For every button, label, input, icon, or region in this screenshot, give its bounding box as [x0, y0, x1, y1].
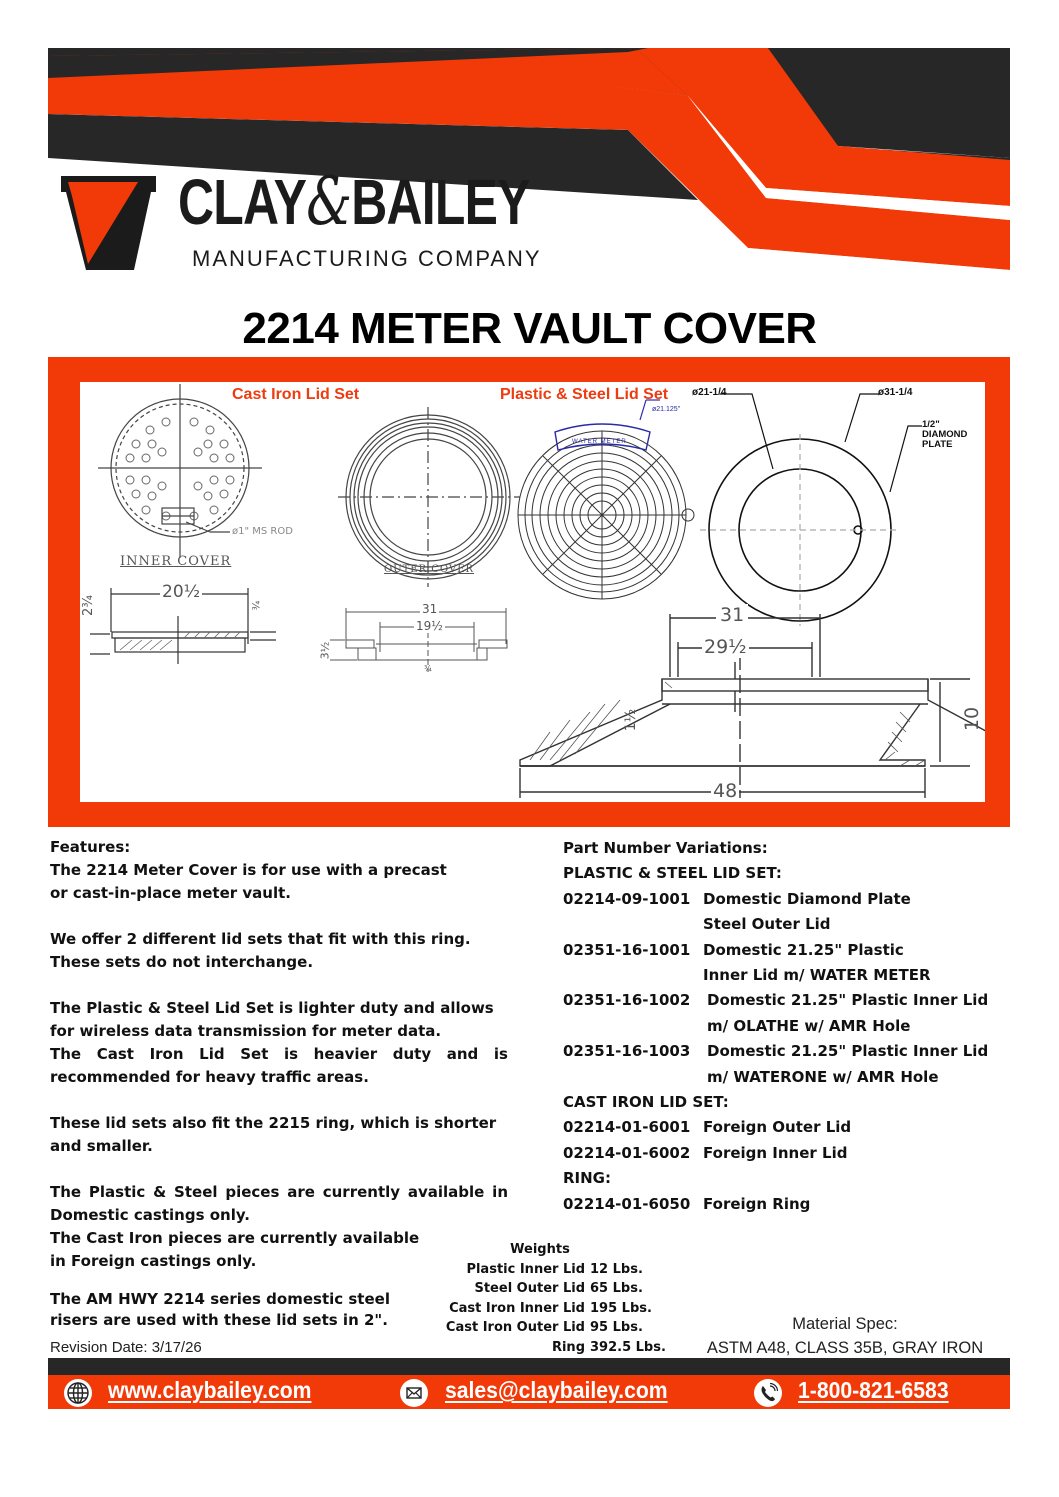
part-row — [563, 938, 1013, 963]
part-number: 02214-01-6002 — [563, 1143, 691, 1162]
drawing-lines — [80, 382, 985, 802]
weight-item: Cast Iron Inner Lid — [449, 1300, 585, 1316]
brand-name-part2: BAILEY — [351, 166, 530, 238]
feature-paragraph: The 2214 Meter Cover is for use with a precast or cast-in-place meter vault. — [50, 861, 447, 902]
plastic-diameter-callout: ø21.125" — [652, 406, 681, 413]
part-row — [563, 887, 1013, 912]
material-spec-label: Material Spec: — [792, 1315, 898, 1333]
dim-outer-width: 31 — [422, 602, 438, 616]
cast-iron-heading: CAST IRON LID SET: — [563, 1093, 729, 1112]
diamond-plate-line-1: 1/2" — [922, 419, 940, 430]
features-heading: Features: — [50, 838, 131, 856]
phone-link[interactable]: 1-800-821-6583 — [798, 1377, 949, 1403]
dim-ring-inner: 29½ — [704, 636, 747, 658]
part-numbers-section — [563, 836, 1013, 1217]
part-description-cont: m/ WATERONE w/ AMR Hole — [707, 1067, 939, 1086]
globe-icon — [64, 1379, 92, 1407]
weight-value: 392.5 Lbs. — [590, 1339, 666, 1355]
dim-outer-inner: 19½ — [416, 619, 443, 633]
feature-paragraph: These lid sets also fit the 2215 ring, which is shorter and smaller. — [50, 1114, 497, 1155]
part-description: Domestic Diamond Plate — [703, 889, 911, 908]
weight-item: Cast Iron Outer Lid — [445, 1320, 585, 1335]
weights-heading: Weights — [510, 1242, 570, 1257]
feature-paragraph: The Cast Iron Lid Set is heavier duty and is recommended for heavy traffic areas. — [50, 1045, 508, 1086]
part-description: Foreign Inner Lid — [703, 1143, 848, 1162]
part-number: 02214-01-6050 — [563, 1194, 691, 1213]
plastic-steel-heading: PLASTIC & STEEL LID SET: — [563, 864, 782, 883]
weight-value: 95 Lbs. — [590, 1320, 643, 1335]
brand-ampersand: & — [306, 163, 352, 240]
weight-row — [440, 1338, 680, 1358]
outer-cover-label: OUTER COVER — [384, 564, 475, 575]
revision-date: Revision Date: 3/17/26 — [50, 1339, 202, 1356]
dim-ring-step: 1½ — [623, 708, 640, 732]
feature-paragraph: The Cast Iron pieces are currently available in Foreign castings only. — [50, 1229, 420, 1270]
page-title: 2214 METER VAULT COVER — [242, 304, 817, 353]
dim-ring-top: 31 — [716, 604, 748, 626]
part-row — [563, 1115, 1013, 1140]
dim-inner-width: 20½ — [162, 582, 201, 602]
feature-paragraph: The Plastic & Steel pieces are currently available in Domestic castings only. — [50, 1183, 508, 1224]
part-row — [563, 988, 1013, 1013]
part-row — [563, 1039, 1013, 1064]
part-number: 02351-16-1003 — [563, 1042, 691, 1061]
part-description: Foreign Outer Lid — [703, 1118, 852, 1137]
weight-row — [440, 1318, 680, 1338]
part-description-cont: Steel Outer Lid — [703, 915, 831, 934]
plastic-steel-lid-set-label: Plastic & Steel Lid Set — [500, 386, 669, 403]
part-description: Domestic 21.25" Plastic — [703, 940, 904, 959]
outer-diameter-callout: ø31-1/4 — [878, 387, 913, 398]
dim-outer-lip: ¾ — [424, 664, 432, 673]
feature-paragraph: The AM HWY 2214 series domestic steel risers are used with these lid sets in 2". — [50, 1290, 390, 1329]
email-link[interactable]: sales@claybailey.com — [445, 1377, 668, 1403]
weight-value: 195 Lbs. — [590, 1300, 652, 1316]
inner-diameter-callout: ø21-1/4 — [692, 387, 727, 398]
part-description: Domestic 21.25" Plastic Inner Lid — [707, 991, 989, 1010]
part-numbers-heading: Part Number Variations: — [563, 839, 768, 857]
website-link[interactable]: www.claybailey.com — [108, 1377, 312, 1403]
weight-row — [440, 1299, 680, 1319]
feature-paragraph: The Plastic & Steel Lid Set is lighter duty and allows for wireless data transmission for meter data. — [50, 999, 494, 1040]
footer-dark-bar — [48, 1358, 1010, 1375]
weight-item: Ring — [551, 1339, 585, 1355]
part-number: 02214-09-1001 — [563, 889, 691, 908]
rod-note: ø1" MS ROD — [232, 526, 293, 537]
ring-heading: RING: — [563, 1169, 611, 1188]
material-spec-value: ASTM A48, CLASS 35B, GRAY IRON — [706, 1339, 984, 1357]
weight-value: 12 Lbs. — [590, 1261, 643, 1277]
dim-inner-lip: ¾ — [251, 600, 263, 611]
diamond-plate-callout — [922, 420, 967, 450]
part-number: 02214-01-6001 — [563, 1118, 691, 1137]
dim-ring-height: 10 — [961, 706, 984, 732]
phone-icon — [754, 1379, 782, 1407]
weight-item: Plastic Inner Lid — [466, 1261, 585, 1277]
feature-paragraph: We offer 2 different lid sets that fit with this ring. These sets do not interchange. — [50, 930, 471, 971]
weight-row — [440, 1279, 680, 1299]
dim-inner-height: 2¾ — [80, 595, 96, 616]
technical-drawing — [80, 382, 985, 802]
part-description-cont: Inner Lid m/ WATER METER — [703, 966, 931, 985]
part-number: 02351-16-1001 — [563, 940, 691, 959]
dim-ring-base: 48 — [713, 780, 738, 802]
part-description-cont: m/ OLATHE w/ AMR Hole — [707, 1016, 911, 1035]
part-number: 02351-16-1002 — [563, 991, 691, 1010]
material-spec — [690, 1312, 1000, 1360]
weight-item: Steel Outer Lid — [474, 1281, 585, 1296]
part-row — [563, 1192, 1013, 1217]
weights-table — [440, 1240, 680, 1357]
weight-row — [440, 1260, 680, 1280]
weight-value: 65 Lbs. — [590, 1281, 643, 1296]
brand-subtitle: MANUFACTURING COMPANY — [192, 246, 542, 271]
brand-name — [178, 164, 530, 240]
inner-cover-label: INNER COVER — [120, 554, 232, 569]
part-description: Domestic 21.25" Plastic Inner Lid — [707, 1042, 989, 1061]
cast-iron-lid-set-label: Cast Iron Lid Set — [232, 386, 360, 403]
part-row — [563, 1141, 1013, 1166]
part-description: Foreign Ring — [703, 1194, 811, 1213]
brand-name-part1: CLAY — [178, 166, 307, 238]
envelope-icon — [400, 1379, 428, 1407]
diamond-plate-line-2: DIAMOND — [922, 429, 968, 440]
keystone-logo-icon — [56, 168, 161, 272]
dim-outer-height: 3½ — [318, 641, 332, 660]
water-meter-marking: WATER METER — [572, 439, 627, 445]
diamond-plate-line-3: PLATE — [922, 439, 953, 450]
